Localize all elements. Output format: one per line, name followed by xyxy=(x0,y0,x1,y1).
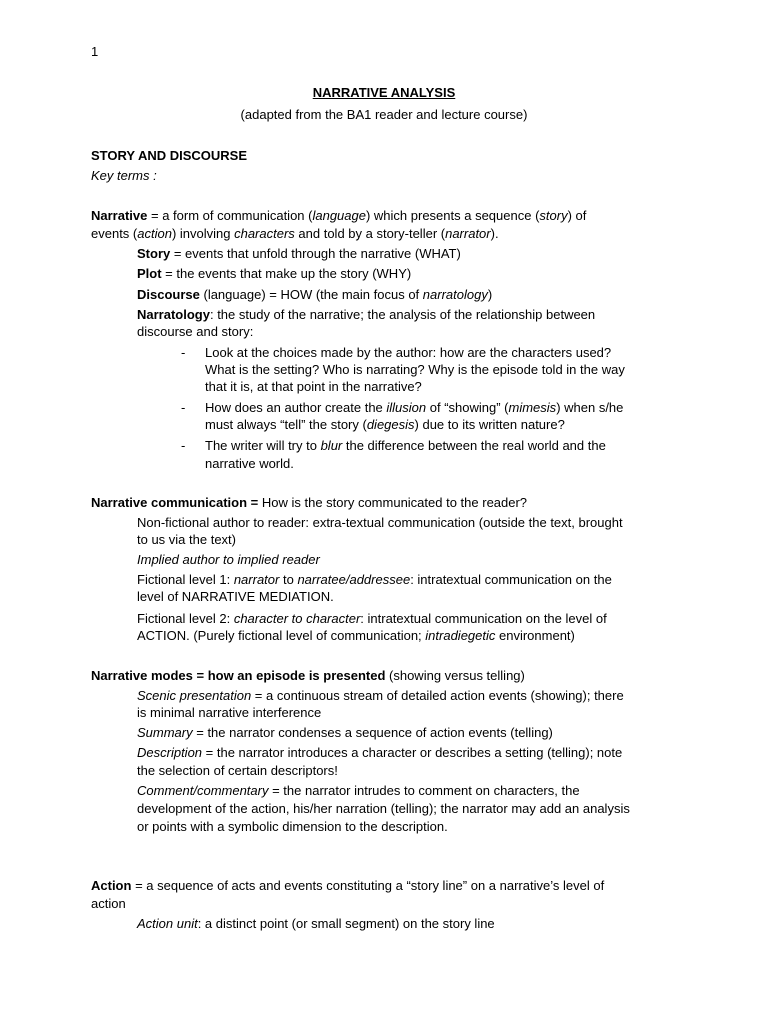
fictional-level2-line1: Fictional level 2: character to character: intratextual communication on the level of xyxy=(137,611,607,626)
commentary-line1: Comment/commentary = the narrator intrudes to comment on characters, the xyxy=(137,783,580,798)
bullet2-line2: must always “tell” the story (diegesis) due to its written nature? xyxy=(205,417,565,432)
action-unit-line: Action unit: a distinct point (or small segment) on the story line xyxy=(137,916,495,931)
action-line1: Action = a sequence of acts and events constituting a “story line” on a narrative’s level of xyxy=(91,878,605,893)
story-definition: Story = events that unfold through the narrative (WHAT) xyxy=(137,246,461,261)
key-terms-label: Key terms : xyxy=(91,168,157,183)
scenic-line1: Scenic presentation = a continuous stream of detailed action events (showing); there xyxy=(137,688,624,703)
summary-line: Summary = the narrator condenses a sequence of action events (telling) xyxy=(137,725,553,740)
fictional-level1-line2: level of NARRATIVE MEDIATION. xyxy=(137,589,334,604)
nonfictional-line2: to us via the text) xyxy=(137,532,236,547)
nonfictional-line1: Non-fictional author to reader: extra-textual communication (outside the text, brought xyxy=(137,515,623,530)
narratology-definition-line2: discourse and story: xyxy=(137,324,254,339)
bullet3-line2: narrative world. xyxy=(205,456,294,471)
bullet3-line1: The writer will try to blur the difference between the real world and the xyxy=(205,438,606,453)
description-line2: the selection of certain descriptors! xyxy=(137,763,338,778)
commentary-line2: development of the action, his/her narration (telling); the narrator may add an analysis xyxy=(137,801,630,816)
bullet1-line1: Look at the choices made by the author: how are the characters used? xyxy=(205,345,612,360)
page-number: 1 xyxy=(91,44,99,59)
section-heading: STORY AND DISCOURSE xyxy=(91,148,248,163)
bullet-dash: - xyxy=(181,400,186,415)
implied-author-line: Implied author to implied reader xyxy=(137,552,320,567)
modes-heading: Narrative modes = how an episode is presented (showing versus telling) xyxy=(91,668,525,683)
bullet-dash: - xyxy=(181,438,186,453)
action-line2: action xyxy=(91,896,126,911)
document-subtitle: (adapted from the BA1 reader and lecture course) xyxy=(240,107,528,122)
commentary-line3: or points with a symbolic dimension to the description. xyxy=(137,819,448,834)
scenic-line2: is minimal narrative interference xyxy=(137,705,322,720)
narratology-definition-line1: Narratology: the study of the narrative; the analysis of the relationship between xyxy=(137,307,596,322)
plot-definition: Plot = the events that make up the story (WHY) xyxy=(137,266,412,281)
document-title: NARRATIVE ANALYSIS xyxy=(312,85,456,100)
bullet1-line2: What is the setting? Who is narrating? Why is the episode told in the way xyxy=(205,362,625,377)
fictional-level2-line2: ACTION. (Purely fictional level of communication; intradiegetic environment) xyxy=(137,628,575,643)
bullet1-line3: that it is, at that point in the narrative? xyxy=(205,379,422,394)
description-line1: Description = the narrator introduces a character or describes a setting (telling); note xyxy=(137,745,623,760)
narrative-definition-line1: Narrative = a form of communication (language) which presents a sequence (story) of xyxy=(91,208,587,223)
bullet2-line1: How does an author create the illusion of “showing” (mimesis) when s/he xyxy=(205,400,624,415)
discourse-definition: Discourse (language) = HOW (the main focus of narratology) xyxy=(137,287,493,302)
fictional-level1-line1: Fictional level 1: narrator to narratee/addressee: intratextual communication on the xyxy=(137,572,612,587)
bullet-dash: - xyxy=(181,345,186,360)
communication-heading: Narrative communication = How is the story communicated to the reader? xyxy=(91,495,528,510)
narrative-definition-line2: events (action) involving characters and told by a story-teller (narrator). xyxy=(91,226,499,241)
